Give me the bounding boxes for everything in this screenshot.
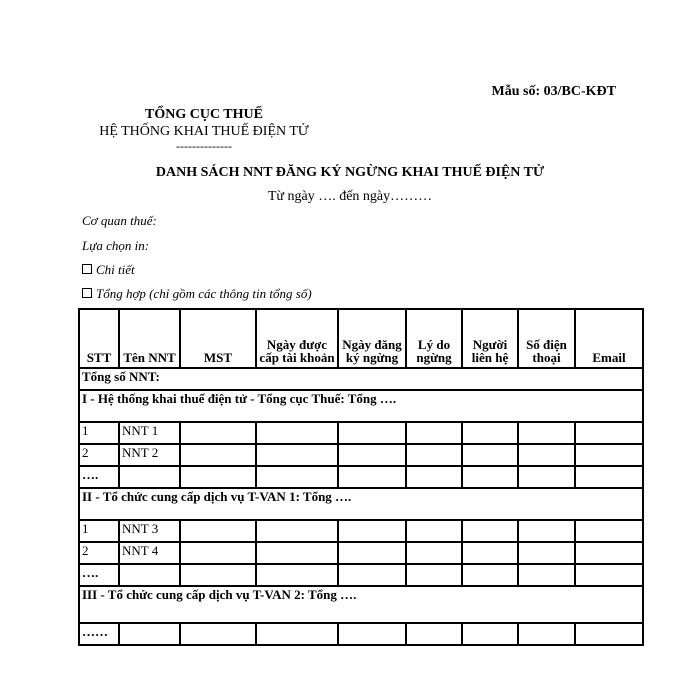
section-title: I - Hệ thống khai thuế điện tử - Tổng cục Thuế: Tổng …. <box>79 390 643 422</box>
checkbox-icon[interactable] <box>82 288 92 298</box>
agency-separator: -------------- <box>176 139 232 153</box>
table-row <box>79 623 643 645</box>
table-row <box>79 542 643 564</box>
row-index: 1 <box>79 422 119 444</box>
table-row <box>79 520 643 542</box>
checkbox-icon[interactable] <box>82 264 92 274</box>
column-header: Người liên hệ <box>462 309 518 368</box>
section-title: III - Tổ chức cung cấp dịch vụ T-VAN 2: Tổng …. <box>79 586 643 623</box>
section-row <box>79 586 643 623</box>
table-header-row <box>79 309 643 368</box>
date-range: Từ ngày …. đến ngày……… <box>267 189 433 204</box>
table-row <box>79 422 643 444</box>
total-row <box>79 368 643 390</box>
row-index: …. <box>79 564 119 586</box>
section-row <box>79 390 643 422</box>
agency-header <box>84 106 324 152</box>
system-name: HỆ THỐNG KHAI THUẾ ĐIỆN TỬ <box>99 124 309 139</box>
row-index: …. <box>79 466 119 488</box>
detail-option[interactable] <box>82 262 135 278</box>
agency-name: TỔNG CỤC THUẾ <box>145 107 263 122</box>
column-header: Ngày đăng ký ngừng <box>338 309 406 368</box>
row-index: 1 <box>79 520 119 542</box>
taxpayer-name: NNT 4 <box>119 542 180 564</box>
column-header: Ngày được cấp tài khoản <box>256 309 338 368</box>
table-row <box>79 466 643 488</box>
taxpayer-name: NNT 2 <box>119 444 180 466</box>
print-option-label: Lựa chọn in: <box>82 238 150 253</box>
summary-option[interactable] <box>82 286 312 302</box>
column-header: Lý do ngừng <box>406 309 462 368</box>
detail-option-label: Chi tiết <box>96 262 135 277</box>
column-header: Tên NNT <box>119 309 180 368</box>
column-header: Email <box>575 309 643 368</box>
row-index: …… <box>79 623 119 645</box>
taxpayer-name: NNT 3 <box>119 520 180 542</box>
column-header: Số điện thoại <box>518 309 575 368</box>
section-title: II - Tổ chức cung cấp dịch vụ T-VAN 1: Tổng …. <box>79 488 643 520</box>
taxpayer-name: NNT 1 <box>119 422 180 444</box>
total-label: Tổng số NNT: <box>79 368 643 390</box>
tax-office-label: Cơ quan thuế: <box>82 213 157 228</box>
taxpayer-table <box>78 308 644 646</box>
document-title: DANH SÁCH NNT ĐĂNG KÝ NGỪNG KHAI THUẾ ĐIỆN TỬ <box>155 165 545 180</box>
table-row <box>79 564 643 586</box>
column-header: MST <box>180 309 256 368</box>
section-row <box>79 488 643 520</box>
form-code: Mẫu số: 03/BC-KĐT <box>491 84 616 99</box>
row-index: 2 <box>79 444 119 466</box>
column-header: STT <box>79 309 119 368</box>
row-index: 2 <box>79 542 119 564</box>
table-row <box>79 444 643 466</box>
summary-option-label: Tổng hợp (chỉ gồm các thông tin tổng số) <box>96 286 312 301</box>
